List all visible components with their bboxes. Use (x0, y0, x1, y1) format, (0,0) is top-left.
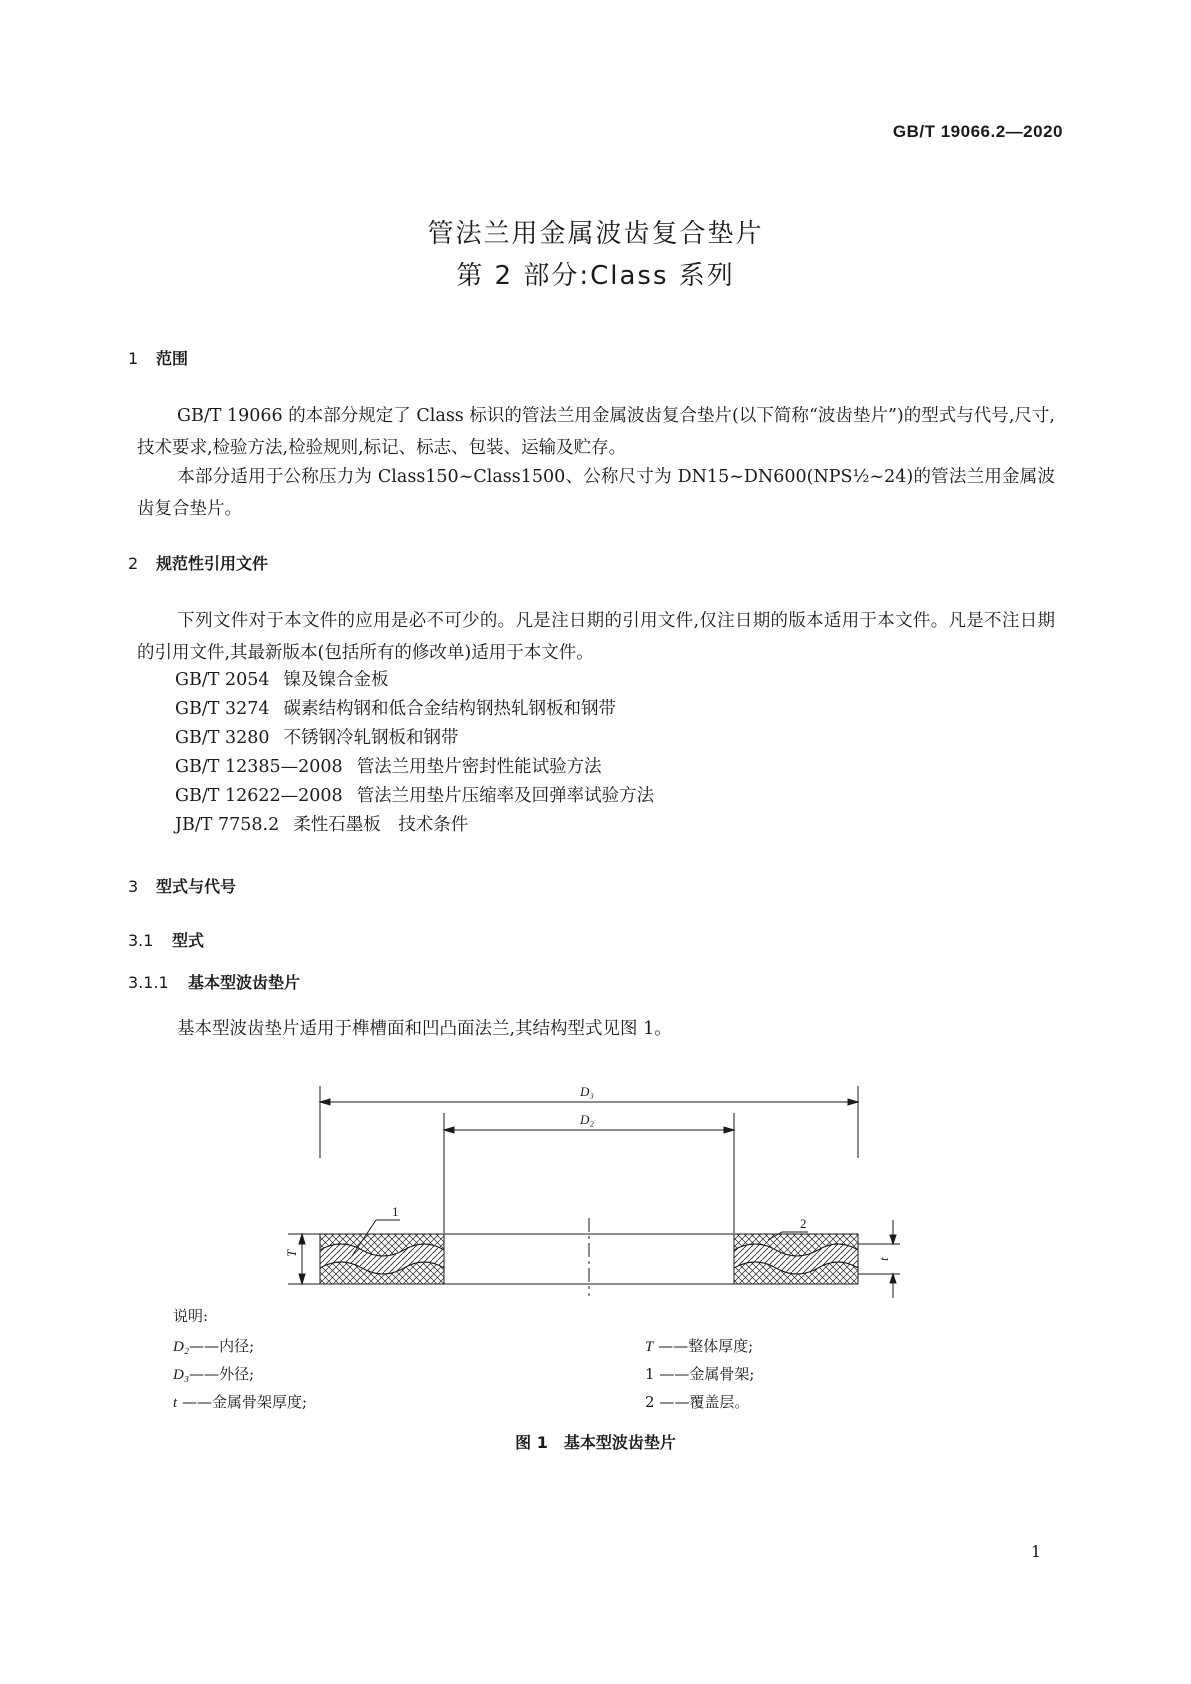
section-3-1-heading: 3.1 型式 (128, 931, 205, 950)
section-3-1-1-heading: 3.1.1 基本型波齿垫片 (128, 973, 301, 992)
reference-item: JB/T 7758.2 柔性石墨板 技术条件 (175, 815, 469, 835)
legend-item: T ——整体厚度; (645, 1337, 754, 1355)
reference-item: GB/T 3274 碳素结构钢和低合金结构钢热轧钢板和钢带 (175, 699, 617, 719)
title-line-2: 第 2 部分:Class 系列 (456, 261, 735, 291)
section-3-heading: 3 型式与代号 (128, 877, 237, 896)
reference-item: GB/T 2054 镍及镍合金板 (175, 670, 389, 690)
standard-number: GB/T 19066.2—2020 (892, 122, 1063, 141)
legend-title: 说明: (173, 1307, 209, 1325)
label-t-metal: t (876, 1257, 891, 1261)
label-d2: D₂ (580, 1112, 594, 1127)
page-number: 1 (1030, 1542, 1041, 1561)
reference-item: GB/T 3280 不锈钢冷轧钢板和钢带 (175, 728, 459, 748)
section-2-paragraph-1: 下列文件对于本文件的应用是必不可少的。凡是注日期的引用文件,仅注日期的版本适用于本文件。凡是不注日期的引用文件,其最新版本(包括所有的修改单)适用于本文件。 (137, 611, 1055, 663)
label-d3: D₃ (580, 1084, 594, 1099)
legend-item: D₂——内径; (173, 1337, 255, 1355)
section-1-paragraph-1: GB/T 19066 的本部分规定了 Class 标识的管法兰用金属波齿复合垫片(以下简称“波齿垫片”)的型式与代号,尺寸,技术要求,检验方法,检验规则,标记、标志、包装、运输及贮存。 (137, 406, 1055, 458)
legend-item: t ——金属骨架厚度; (173, 1393, 307, 1411)
section-3-1-1-paragraph: 基本型波齿垫片适用于榫槽面和凹凸面法兰,其结构型式见图 1。 (177, 1019, 672, 1039)
label-item-1: 1 (392, 1204, 399, 1219)
title-line-1: 管法兰用金属波齿复合垫片 (427, 219, 764, 249)
figure-caption: 图 1 基本型波齿垫片 (515, 1433, 676, 1452)
reference-item: GB/T 12622—2008 管法兰用垫片压缩率及回弹率试验方法 (175, 786, 655, 806)
legend-item: 1 ——金属骨架; (645, 1365, 755, 1383)
reference-item: GB/T 12385—2008 管法兰用垫片密封性能试验方法 (175, 757, 602, 777)
section-2-heading: 2 规范性引用文件 (128, 554, 269, 573)
legend-item: 2 ——覆盖层。 (645, 1393, 750, 1411)
legend-item: D₃——外径; (173, 1365, 255, 1383)
label-item-2: 2 (800, 1216, 807, 1231)
section-1-heading: 1 范围 (128, 349, 189, 368)
label-t-overall: T (284, 1249, 299, 1257)
section-1-paragraph-2: 本部分适用于公称压力为 Class150~Class1500、公称尺寸为 DN15~DN600(NPS½~24)的管法兰用金属波齿复合垫片。 (137, 467, 1055, 519)
